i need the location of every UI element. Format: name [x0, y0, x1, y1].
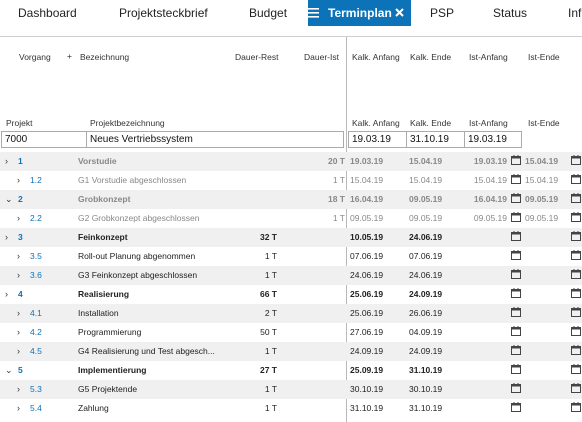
task-id[interactable]: 2	[18, 194, 23, 204]
task-id[interactable]: 2.2	[30, 213, 42, 223]
expand-chevron-icon[interactable]: ⌄	[5, 194, 13, 204]
kalk-anfang: 25.06.19	[350, 308, 384, 318]
table-row[interactable]	[0, 190, 582, 209]
ist-anfang: 19.03.19	[473, 156, 507, 166]
kalk-anfang: 15.04.19	[350, 175, 384, 185]
expand-chevron-icon[interactable]: ›	[5, 156, 8, 166]
task-name: G5 Projektende	[78, 384, 138, 394]
kalk-anfang: 25.09.19	[350, 365, 384, 375]
ist-ende: 15.04.19	[525, 156, 559, 166]
project-kalk-ende-field[interactable]: 31.10.19	[406, 131, 465, 148]
kalk-anfang: 19.03.19	[350, 156, 384, 166]
dauer-rest: 1 T	[264, 270, 277, 280]
kalk-ende: 30.10.19	[409, 384, 443, 394]
task-name: Zahlung	[78, 403, 109, 413]
dauer-rest: 50 T	[260, 327, 277, 337]
task-name: G1 Vorstudie abgeschlossen	[78, 175, 187, 185]
ist-anfang: 15.04.19	[473, 175, 507, 185]
tab-inf[interactable]: Inf	[568, 6, 582, 20]
kalk-ende: 09.05.19	[409, 213, 443, 223]
calendar-icon[interactable]	[571, 190, 581, 209]
calendar-icon[interactable]	[571, 323, 581, 342]
dauer-rest: 1 T	[264, 403, 277, 413]
expand-chevron-icon[interactable]: ›	[17, 384, 20, 394]
label-kalk-ende: Kalk. Ende	[410, 118, 452, 128]
kalk-anfang: 07.06.19	[350, 251, 384, 261]
kalk-anfang: 24.06.19	[350, 270, 384, 280]
calendar-icon[interactable]	[571, 361, 581, 380]
kalk-anfang: 27.06.19	[350, 327, 384, 337]
task-id[interactable]: 4.2	[30, 327, 42, 337]
task-id[interactable]: 3.5	[30, 251, 42, 261]
expand-chevron-icon[interactable]: ›	[5, 232, 8, 242]
dauer-ist: 1 T	[332, 175, 345, 185]
calendar-icon[interactable]	[571, 171, 581, 190]
kalk-ende: 09.05.19	[409, 194, 443, 204]
dauer-ist: 20 T	[327, 156, 345, 166]
task-id[interactable]: 5.4	[30, 403, 42, 413]
expand-chevron-icon[interactable]: ›	[17, 327, 20, 337]
ist-ende: 09.05.19	[525, 194, 559, 204]
task-id[interactable]: 5	[18, 365, 23, 375]
project-kalk-anfang-field[interactable]: 19.03.19	[348, 131, 407, 148]
expand-chevron-icon[interactable]: ›	[17, 251, 20, 261]
task-name: Roll-out Planung abgenommen	[78, 251, 196, 261]
task-id[interactable]: 1	[18, 156, 23, 166]
label-ist-ende: Ist-Ende	[528, 118, 560, 128]
tab-psp[interactable]: PSP	[430, 6, 455, 20]
dauer-rest: 66 T	[259, 289, 277, 299]
task-name: Implementierung	[78, 365, 147, 375]
calendar-icon[interactable]	[511, 266, 521, 285]
tab-dashboard[interactable]: Dashboard	[18, 6, 77, 20]
calendar-icon[interactable]	[511, 323, 521, 342]
kalk-ende: 31.10.19	[409, 403, 443, 413]
add-column-icon[interactable]: +	[67, 51, 72, 61]
table-row[interactable]	[0, 399, 582, 418]
task-id[interactable]: 3	[18, 232, 23, 242]
expand-chevron-icon[interactable]: ›	[5, 289, 8, 299]
table-row[interactable]	[0, 247, 582, 266]
table-row[interactable]	[0, 380, 582, 399]
label-ist-anfang: Ist-Anfang	[469, 118, 508, 128]
task-name: G3 Feinkonzept abgeschlossen	[78, 270, 198, 280]
table-row[interactable]	[0, 266, 582, 285]
task-id[interactable]: 4	[18, 289, 23, 299]
tab-budget[interactable]: Budget	[249, 6, 288, 20]
kalk-ende: 07.06.19	[409, 251, 443, 261]
tab-projektsteckbrief[interactable]: Projektsteckbrief	[119, 6, 208, 20]
col-ist-anfang[interactable]: Ist-Anfang	[469, 52, 508, 62]
ist-ende: 15.04.19	[525, 175, 559, 185]
expand-chevron-icon[interactable]: ⌄	[5, 365, 13, 375]
calendar-icon[interactable]	[511, 380, 521, 399]
task-name: Realisierung	[78, 289, 130, 299]
table-row[interactable]	[0, 342, 582, 361]
calendar-icon[interactable]	[511, 361, 521, 380]
kalk-ende: 26.06.19	[409, 308, 443, 318]
calendar-icon[interactable]	[571, 247, 581, 266]
calendar-icon[interactable]	[511, 304, 521, 323]
task-name: Installation	[78, 308, 119, 318]
calendar-icon[interactable]	[511, 228, 521, 247]
expand-chevron-icon[interactable]: ›	[17, 403, 20, 413]
calendar-icon[interactable]	[571, 380, 581, 399]
tab-terminplan[interactable]	[308, 0, 411, 26]
table-row[interactable]	[0, 209, 582, 228]
kalk-anfang: 10.05.19	[350, 232, 384, 242]
kalk-ende: 24.09.19	[409, 346, 443, 356]
kalk-ende: 24.06.19	[409, 270, 443, 280]
table-row[interactable]	[0, 171, 582, 190]
kalk-anfang: 24.09.19	[350, 346, 384, 356]
dauer-rest: 32 T	[259, 232, 277, 242]
calendar-icon[interactable]	[511, 342, 521, 361]
label-projektbezeichnung: Projektbezeichnung	[90, 118, 165, 128]
table-row[interactable]	[0, 323, 582, 342]
kalk-ende: 15.04.19	[409, 156, 443, 166]
calendar-icon[interactable]	[511, 209, 521, 228]
ist-ende: 09.05.19	[525, 213, 559, 223]
kalk-anfang: 16.04.19	[350, 194, 384, 204]
calendar-icon[interactable]	[571, 285, 581, 304]
task-id[interactable]: 5.3	[30, 384, 42, 394]
dauer-ist: 18 T	[327, 194, 345, 204]
table-row[interactable]	[0, 285, 582, 304]
task-name: Vorstudie	[78, 156, 117, 166]
table-row[interactable]	[0, 361, 582, 380]
calendar-icon[interactable]	[571, 266, 581, 285]
table-row[interactable]	[0, 152, 582, 171]
task-id[interactable]: 4.5	[30, 346, 42, 356]
calendar-icon[interactable]	[511, 399, 521, 418]
kalk-ende: 24.06.19	[409, 232, 443, 242]
kalk-anfang: 31.10.19	[350, 403, 384, 413]
kalk-anfang: 25.06.19	[350, 289, 384, 299]
table-row[interactable]	[0, 228, 582, 247]
task-id[interactable]: 4.1	[30, 308, 42, 318]
header-divider	[0, 36, 582, 37]
kalk-ende: 15.04.19	[409, 175, 443, 185]
tab-bar	[0, 0, 582, 26]
ist-anfang: 16.04.19	[473, 194, 507, 204]
project-number-field[interactable]: 7000	[1, 131, 87, 148]
ist-anfang: 09.05.19	[473, 213, 507, 223]
dauer-rest: 1 T	[264, 346, 277, 356]
calendar-icon[interactable]	[511, 171, 521, 190]
dauer-rest: 2 T	[264, 308, 277, 318]
dauer-rest: 1 T	[264, 251, 277, 261]
calendar-icon[interactable]	[571, 399, 581, 418]
calendar-icon[interactable]	[511, 247, 521, 266]
calendar-icon[interactable]	[571, 209, 581, 228]
col-dauer-ist[interactable]: Dauer-Ist	[304, 52, 339, 62]
table-row[interactable]	[0, 304, 582, 323]
dauer-rest: 1 T	[264, 384, 277, 394]
label-projekt: Projekt	[6, 118, 33, 128]
expand-chevron-icon[interactable]: ›	[17, 175, 20, 185]
calendar-icon[interactable]	[511, 190, 521, 209]
calendar-icon[interactable]	[571, 304, 581, 323]
tab-terminplan-label: Terminplan	[328, 6, 392, 20]
task-name: Programmierung	[78, 327, 142, 337]
calendar-icon[interactable]	[571, 228, 581, 247]
col-bezeichnung[interactable]: Bezeichnung	[80, 52, 130, 62]
kalk-ende: 04.09.19	[409, 327, 443, 337]
kalk-ende: 24.09.19	[409, 289, 443, 299]
col-vorgang[interactable]: Vorgang	[19, 52, 51, 62]
col-kalk-anfang[interactable]: Kalk. Anfang	[352, 52, 400, 62]
project-name-field[interactable]: Neues Vertriebssystem	[86, 131, 344, 148]
task-name: G2 Grobkonzept abgeschlossen	[78, 213, 200, 223]
expand-chevron-icon[interactable]: ›	[17, 346, 20, 356]
task-id[interactable]: 1.2	[30, 175, 42, 185]
calendar-icon[interactable]	[571, 342, 581, 361]
task-id[interactable]: 3.6	[30, 270, 42, 280]
task-name: Grobkonzept	[78, 194, 131, 204]
col-ist-ende[interactable]: Ist-Ende	[528, 52, 560, 62]
project-ist-anfang-field[interactable]: 19.03.19	[464, 131, 522, 148]
calendar-icon[interactable]	[511, 152, 521, 171]
col-dauer-rest[interactable]: Dauer-Rest	[235, 52, 279, 62]
col-kalk-ende[interactable]: Kalk. Ende	[410, 52, 452, 62]
kalk-ende: 31.10.19	[409, 365, 443, 375]
tab-status[interactable]: Status	[493, 6, 528, 20]
task-name: G4 Realisierung und Test abgesch...	[78, 346, 215, 356]
task-name: Feinkonzept	[78, 232, 128, 242]
expand-chevron-icon[interactable]: ›	[17, 308, 20, 318]
kalk-anfang: 09.05.19	[350, 213, 384, 223]
label-kalk-anfang: Kalk. Anfang	[352, 118, 400, 128]
dauer-ist: 1 T	[332, 213, 345, 223]
close-icon[interactable]	[395, 0, 405, 35]
expand-chevron-icon[interactable]: ›	[17, 213, 20, 223]
kalk-anfang: 30.10.19	[350, 384, 384, 394]
calendar-icon[interactable]	[571, 152, 581, 171]
calendar-icon[interactable]	[511, 285, 521, 304]
expand-chevron-icon[interactable]: ›	[17, 270, 20, 280]
dauer-rest: 27 T	[259, 365, 277, 375]
